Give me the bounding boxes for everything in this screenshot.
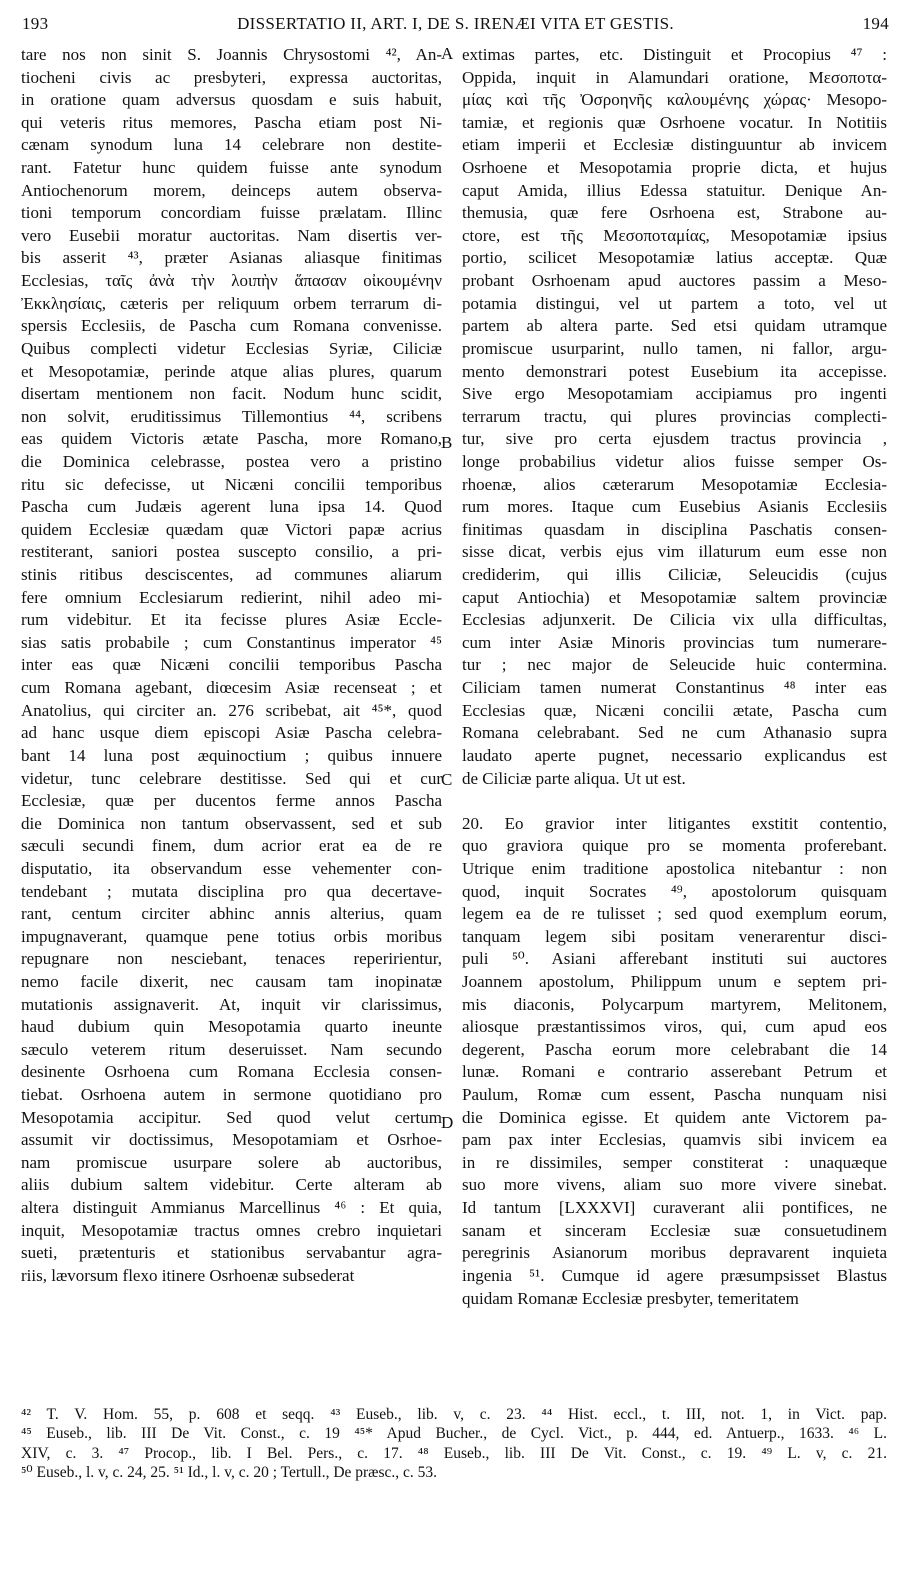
text-line: rum mores. Itaque cum Eusebius Asianis Ecclesiis xyxy=(462,497,887,517)
text-line: sæculi secundi finem, dum acrior erat ea de re xyxy=(21,836,442,856)
text-line: nam promiscue usurpare solere ab auctoribus, xyxy=(21,1152,442,1172)
text-line: Antiochenorum morem, deinceps autem observa- xyxy=(21,180,442,200)
text-line: tur ; nec major de Seleucide huic contermina. xyxy=(462,655,887,675)
text-line: die Dominica celebrasse, postea vero a pristino xyxy=(21,451,442,471)
text-line: sisse dicat, verbis ejus vim illaturum eum esse non xyxy=(462,542,887,562)
text-line: cum Romana agebant, diœcesim Asiæ recenseat ; et xyxy=(21,678,442,698)
text-line xyxy=(462,790,887,813)
running-header xyxy=(22,14,889,40)
page-number-right: 194 xyxy=(862,14,889,33)
text-line: tioni temporum concordiam fuisse prælatam. Illinc xyxy=(21,203,442,223)
text-line: impugnaverant, quamque pene totius orbis moribus xyxy=(21,926,442,946)
text-line: repugnare non nesciebant, tenaces reperirientur, xyxy=(21,949,442,969)
text-line: cænam synodum luna 14 celebrare non destite- xyxy=(21,135,442,155)
text-line: disputatio, ita observandum esse vehementer con- xyxy=(21,858,442,878)
text-line: themusia, quæ fere Osrhoena est, Strabone au- xyxy=(462,203,887,223)
text-line: Joannem apostolum, Philippum unum e septem pri- xyxy=(462,971,887,991)
text-line: quidem Ecclesiæ quædam quæ Victori papæ acrius xyxy=(21,519,442,539)
text-line: nemo facile dixerit, nec causam tam inopinatæ xyxy=(21,971,442,991)
text-line: suo more vivens, aliam suo more vivere sinebat. xyxy=(462,1175,887,1195)
text-line: degerent, Pascha eorum more celebrabant die 14 xyxy=(462,1039,887,1059)
text-line: sæculo veterem ritum deseruisset. Nam secundo xyxy=(21,1039,442,1059)
text-line: stinis ritibus desciscentes, ad communes aliarum xyxy=(21,565,442,585)
text-line: 20. Eo gravior inter litigantes exstitit contentio, xyxy=(462,813,887,833)
text-line: Ciliciam tamen numerat Constantinus ⁴⁸ inter eas xyxy=(462,678,887,698)
text-line: videtur, tunc celebrare destitisse. Sed qui et cur xyxy=(21,768,442,788)
margin-marker-c: C xyxy=(441,770,453,789)
text-line: peregrinis Asianorum moribus depravarent inquieta xyxy=(462,1243,887,1263)
text-line: μίας καὶ τῆς Ὀσροηνῆς καλουμένης χώρας· Mesopo- xyxy=(462,90,887,110)
text-line: qui veteris ritus memores, Pascha etiam post Ni- xyxy=(21,112,442,132)
text-line: Romana celebrabant. Sed ne cum Athanasio supra xyxy=(462,723,887,743)
footnote-line: ⁴⁵ Euseb., lib. III De Vit. Const., c. 19 ⁴⁵* Apud Bucher., de Cycl. Vict., p. 444, ed. Antuerp., 1633. ⁴⁶ L. xyxy=(21,1425,887,1443)
text-line: die Dominica non tantum observassent, sed et sub xyxy=(21,813,442,833)
text-line: fere omnium Ecclesiarum redierint, nihil adeo mi- xyxy=(21,587,442,607)
text-line: riis, lævorsum flexo itinere Osrhoenæ subsederat xyxy=(21,1265,355,1285)
text-line: Paulum, Romæ cum essent, Pascha nunquam nisi xyxy=(462,1085,887,1105)
text-line: die Dominica egisse. Et quidem ante Victorem pa- xyxy=(462,1107,887,1127)
text-line: tur, sive pro certa ejusdem tractus provincia , xyxy=(462,429,887,449)
text-line: Anatolius, qui circiter an. 276 scribebat, ait ⁴⁵*, quod xyxy=(21,700,442,720)
text-line: sueti, prætenturis et stationibus servabantur agra- xyxy=(21,1243,442,1263)
text-line: tanquam legem sibi positam venerarentur disci- xyxy=(462,926,887,946)
text-line: vero Eusebii moratur auctoritas. Nam disertis ver- xyxy=(21,225,442,245)
text-line: ad hanc usque diem episcopi Asiæ Pascha celebra- xyxy=(21,723,442,743)
text-line: de Ciliciæ parte aliqua. Ut ut est. xyxy=(462,768,686,788)
text-line: Quibus complecti videtur Ecclesias Syriæ, Ciliciæ xyxy=(21,338,442,358)
text-line: tendebant ; mutata disciplina pro qua decertave- xyxy=(21,881,442,901)
text-line: aliis dubium saltem videbitur. Certe alteram ab xyxy=(21,1175,442,1195)
margin-marker-b: B xyxy=(441,433,453,452)
text-line: tiocheni civis ac presbyteri, expressa auctoritas, xyxy=(21,67,442,87)
text-line: Osrhoene et Mesopotamia proprie dicta, et hujus xyxy=(462,158,887,178)
text-line: quod, inquit Socrates ⁴⁹, apostolorum quisquam xyxy=(462,881,887,901)
text-line: Oppida, inquit in Alamundari oratione, Μεσοποτα- xyxy=(462,67,887,87)
text-line: et Mesopotamiæ, perinde atque alias plures, quarum xyxy=(21,361,442,381)
text-line: rant, centum circiter abhinc annis alterius, quam xyxy=(21,904,442,924)
text-line: finitimas quasdam in disciplina Paschatis consen- xyxy=(462,519,887,539)
text-line: promiscue usurparint, nullo tamen, ni fallor, argu- xyxy=(462,338,887,358)
text-line: ctore, est τῆς Μεσοποταμίας, Mesopotamiæ ipsius xyxy=(462,225,887,245)
text-line: caput Antiochia) et Mesopotamiæ saltem provinciæ xyxy=(462,587,887,607)
text-line: mutationis assignaverit. At, inquit vir clarissimus, xyxy=(21,994,442,1014)
running-title: DISSERTATIO II, ART. I, DE S. IRENÆI VITA ET GESTIS. xyxy=(237,14,674,33)
margin-marker-d: D xyxy=(441,1113,454,1132)
footnote-line: ⁴² T. V. Hom. 55, p. 608 et seqq. ⁴³ Euseb., lib. v, c. 23. ⁴⁴ Hist. eccl., t. III, not. 1, in Vict. pap. xyxy=(21,1406,887,1423)
text-line: haud dubium quin Mesopotamia quarto ineunte xyxy=(21,1017,442,1037)
text-line: mis diaconis, Polycarpum martyrem, Melitonem, xyxy=(462,994,887,1014)
margin-marker-a: A xyxy=(441,44,454,63)
text-line: assumit vir doctissimus, Mesopotamiam et Osrhoe- xyxy=(21,1130,442,1150)
text-line: rant. Fatetur hunc quidem fuisse ante synodum xyxy=(21,158,442,178)
text-line: sanam et sinceram Ecclesiæ suæ consuetudinem xyxy=(462,1220,887,1240)
text-line: altera distinguit Ammianus Marcellinus ⁴⁶ : Et quia, xyxy=(21,1198,442,1218)
text-line: ingenia ⁵¹. Cumque id agere præsumpsisset Blastus xyxy=(462,1265,887,1285)
text-line: puli ⁵⁰. Asiani afferebant instituti sui auctores xyxy=(462,949,887,969)
text-line: Mesopotamia accipitur. Sed quod velut certum xyxy=(21,1107,442,1127)
text-line: Ecclesias, ταῖς ἀνὰ τὴν λοιπὴν ἅπασαν οἰκουμένην xyxy=(21,271,442,291)
text-line: spersis Ecclesiis, de Pascha cum Romana convenisse. xyxy=(21,316,442,336)
text-line: quidam Romanæ Ecclesiæ presbyter, temeritatem xyxy=(462,1288,799,1308)
text-line: legem ea de re tulisset ; sed quod exemplum eorum, xyxy=(462,904,887,924)
text-line: disertam mentionem non facit. Nodum hunc scidit, xyxy=(21,384,442,404)
text-line: cum inter Asiæ Minoris provincias tum numerare- xyxy=(462,632,887,652)
text-line: crediderim, qui illis Ciliciæ, Seleucidis (cujus xyxy=(462,565,887,585)
text-line: portio, scilicet Mesopotamiæ latius acceptæ. Quæ xyxy=(462,248,887,268)
text-line: Ἐκκλησίαις, cæteris per reliquum orbem terrarum di- xyxy=(21,293,442,313)
text-line: longe probabilius videtur alios fuisse semper Os- xyxy=(462,451,887,471)
text-line: non solvit, eruditissimus Tillemontius ⁴⁴, scribens xyxy=(21,406,442,426)
text-line: rhoenæ, alios cæterarum Mesopotamiæ Ecclesia- xyxy=(462,474,887,494)
text-line: in oratione quam adversus quosdam e suis habuit, xyxy=(21,90,442,110)
text-line: Utrique enim traditione apostolica nitebantur : non xyxy=(462,858,887,878)
text-line: restiterant, saniori postea suscepto consilio, a pri- xyxy=(21,542,442,562)
text-line: lunæ. Romani e contrario asserebant Petrum et xyxy=(462,1062,887,1082)
left-column xyxy=(21,44,442,1288)
text-line: extimas partes, etc. Distinguit et Procopius ⁴⁷ : xyxy=(462,45,887,64)
text-line: inter eas quæ Nicæni concilii temporibus Pascha xyxy=(21,655,442,675)
text-line: pam pax inter Ecclesias, quamvis sibi invicem ea xyxy=(462,1130,887,1150)
text-line: etiam imperii et Ecclesiæ distinguuntur ab invicem xyxy=(462,135,887,155)
text-line: potamia distingui, vel ut partem a toto, vel ut xyxy=(462,293,887,313)
text-line: mento demonstrari potest Eusebium ita accepisse. xyxy=(462,361,887,381)
text-line: caput Amida, illius Edessa statuitur. Denique An- xyxy=(462,180,887,200)
right-column xyxy=(462,44,887,1310)
text-line: terrarum tractu, qui plures provincias complecti- xyxy=(462,406,887,426)
page-number-left: 193 xyxy=(22,14,49,33)
text-line: quo graviora quique pro se momenta proferebant. xyxy=(462,836,887,856)
text-line: bis asserit ⁴³, præter Asianas aliasque finitimas xyxy=(21,248,442,268)
text-line: inquit, Mesopotamiæ tractus omnes crebro inquietari xyxy=(21,1220,442,1240)
text-line: aliosque præstantissimos viros, qui, cum apud eos xyxy=(462,1017,887,1037)
text-line: in re dissimiles, semper constiterat : unaquæque xyxy=(462,1152,887,1172)
text-line: tamiæ, et regionis quæ Osrhoene vocatur. In Notitiis xyxy=(462,112,887,132)
text-line: probant Osrhoenam apud auctores passim a Meso- xyxy=(462,271,887,291)
text-line: tare nos non sinit S. Joannis Chrysostomi ⁴², An- xyxy=(21,45,442,64)
footnotes xyxy=(21,1405,887,1482)
text-line: tiebat. Osrhoena autem in sermone quotidiano pro xyxy=(21,1085,442,1105)
text-line: partem ab altera parte. Sed etsi quidam utramque xyxy=(462,316,887,336)
text-line: desinente Osrhoena cum Romana Ecclesia consen- xyxy=(21,1062,442,1082)
text-line: Ecclesias adjunxerit. De Cilicia vix ulla difficultas, xyxy=(462,610,887,630)
text-line: Sive ergo Mesopotamiam accipiamus pro ingenti xyxy=(462,384,887,404)
text-line: Ecclesias quæ, Nicæni concilii ætate, Pascha cum xyxy=(462,700,887,720)
text-line: bant 14 luna post æquinoctium ; quibus innuere xyxy=(21,745,442,765)
text-line: eas quidem Victoris ætate Pascha, more Romano, xyxy=(21,429,442,449)
text-line: Id tantum [LXXXVI] curaverant alii pontifices, ne xyxy=(462,1198,887,1218)
text-line: laudato aperte pugnet, necessario explicandus est xyxy=(462,745,887,765)
footnote-line: ⁵⁰ Euseb., l. v, c. 24, 25. ⁵¹ Id., l. v, c. 20 ; Tertull., De præsc., c. 53. xyxy=(21,1463,438,1481)
text-line: ritu sic defecisse, ut Nicæni concilii temporibus xyxy=(21,474,442,494)
text-line: Pascha cum Judæis agerent luna ipsa 14. Quod xyxy=(21,497,442,517)
text-line: Ecclesiæ, quæ per ducentos ferme annos Pascha xyxy=(21,791,442,811)
footnote-line: XIV, c. 3. ⁴⁷ Procop., lib. I Bel. Pers., c. 17. ⁴⁸ Euseb., lib. III De Vit. Const., c. 19. ⁴⁹ L. v, c. 21. xyxy=(21,1444,887,1462)
text-line: rum videbitur. Et ita fecisse plures Asiæ Eccle- xyxy=(21,610,442,630)
text-line: sias satis probabile ; cum Constantinus imperator ⁴⁵ xyxy=(21,632,442,652)
